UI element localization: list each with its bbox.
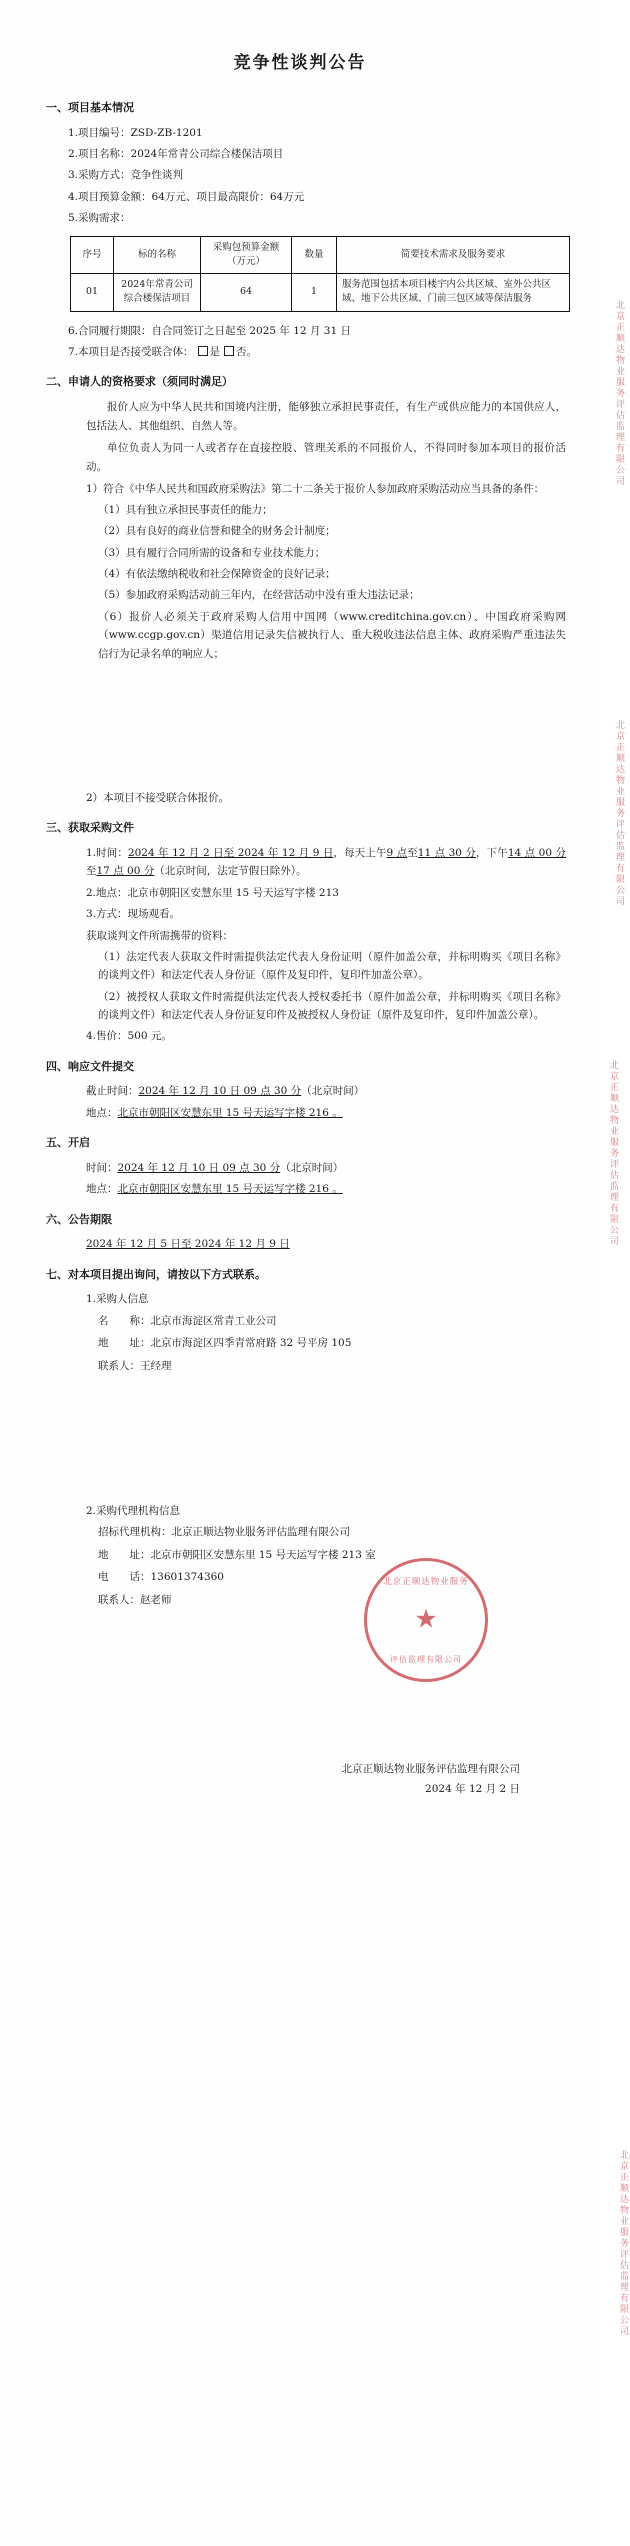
joint-bid-label: 7.本项目是否接受联合体：: [68, 345, 194, 358]
project-name: 2.项目名称：2024年常青公司综合楼保洁项目: [68, 148, 284, 161]
opening-time-label: 时间：: [86, 1161, 118, 1174]
doc-time-v5: 17 点 00 分: [96, 865, 155, 878]
qualification-sub-4: （4）有依法缴纳税收和社会保障资金的良好记录；: [98, 568, 336, 581]
cell-qty: 1: [292, 274, 337, 312]
opening-time-tail: （北京时间）: [280, 1161, 344, 1174]
deadline-label: 截止时间：: [86, 1085, 139, 1098]
cell-budget: 64: [201, 274, 292, 312]
project-code: 1.项目编号：ZSD-ZB-1201: [68, 126, 203, 139]
joint-no-label: 否: [236, 345, 247, 358]
qualification-sub-5: （5）参加政府采购活动前三年内，在经营活动中没有重大违法记录；: [98, 589, 420, 602]
cell-no: 01: [71, 274, 114, 312]
joint-yes-label: 是: [209, 345, 221, 358]
joint-bid-line: [68, 343, 566, 361]
submission-place-value: 北京市朝阳区安慧东里 15 号天运写字楼 216 。: [117, 1106, 343, 1119]
table-row: [71, 274, 570, 312]
doc-time-tail2: 至: [407, 847, 418, 859]
doc-time-value: 2024 年 12 月 2 日至 2024 年 12 月 9 日: [127, 847, 334, 859]
doc-material-1: （1）法定代表人获取文件时需提供法定代表人身份证明（原件加盖公章，并标明购买《项目名称》的谈判文件）和法定代表人身份证（原件及复印件，复印件加盖公章）。: [98, 950, 566, 982]
doc-time-tail5: （北京时间，法定节假日除外）。: [154, 865, 307, 878]
agent-phone: 电 话：13601374360: [98, 1571, 224, 1584]
deadline-value: 2024 年 12 月 10 日 09 点 30 分: [138, 1085, 302, 1098]
qualification-para-2: 单位负责人为同一人或者存在直接控股、管理关系的不同报价人，不得同时参加本项目的报价活动。: [86, 441, 566, 473]
opening-place-label: 地点：: [86, 1183, 118, 1196]
opening-time-value: 2024 年 12 月 10 日 09 点 30 分: [117, 1161, 281, 1174]
col-budget: 采购包预算金额（万元）: [201, 236, 292, 274]
seal-bottom-text: 评估监理有限公司: [390, 1654, 462, 1664]
deadline-tail: （北京时间）: [301, 1085, 365, 1098]
doc-acquire-method: 3.方式：现场观看。: [86, 908, 181, 921]
seal-star-icon: ★: [414, 1604, 438, 1635]
page-title: 竞争性谈判公告: [233, 53, 367, 73]
section-heading-1: 一、项目基本情况: [46, 101, 134, 114]
doc-time-v3: 11 点 30 分: [417, 847, 477, 859]
agent-info-title: 2.采购代理机构信息: [86, 1505, 181, 1518]
doc-time-v2: 9 点: [386, 847, 408, 859]
qualification-clause-1: 1）符合《中华人民共和国政府采购法》第二十二条关于报价人参加政府采购活动应当具备的条件：: [86, 482, 545, 495]
qualification-sub-6: （6）报价人必须关于政府采购人信用中国网（www.creditchina.gov.cn）、中国政府采购网（www.ccgp.gov.cn）渠道信用记录失信被执行人、重大税收违法信息主体、政府采购严重违法失信行为记录名单的响应人；: [98, 610, 566, 660]
qualification-sub-3: （3）具有履行合同所需的设备和专业技术能力；: [98, 546, 326, 559]
doc-time-tail4: 至: [86, 865, 97, 878]
edge-seal-text-3: 北京正顺达物业服务评估监理有限公司: [608, 1060, 618, 1247]
doc-time-v4: 14 点 00 分: [507, 847, 566, 859]
buyer-contact: 联系人：王经理: [98, 1359, 172, 1372]
edge-seal-text-1: 北京正顺达物业服务评估监理有限公司: [614, 300, 624, 487]
doc-time-label: 1.时间：: [86, 847, 128, 859]
cell-name: 2024年常青公司综合楼保洁项目: [114, 274, 201, 312]
opening-place-value: 北京市朝阳区安慧东里 15 号天运写字楼 216 。: [117, 1183, 343, 1196]
section-heading-5: 五、开启: [46, 1136, 90, 1150]
qualification-sub-1: （1）具有独立承担民事责任的能力；: [98, 503, 273, 516]
submission-deadline: [86, 1082, 566, 1100]
joint-tail: 。: [246, 345, 258, 358]
project-budget: 4.项目预算金额：64万元、项目最高限价：64万元: [68, 190, 305, 203]
col-name: 标的名称: [114, 236, 201, 274]
edge-seal-text-4: 北京正顺达物业服务评估监理有限公司: [618, 2150, 628, 2337]
qualification-clause-2: 2）本项目不接受联合体报价。: [86, 791, 230, 804]
signature-date: 2024 年 12 月 2 日: [425, 1783, 520, 1796]
joint-no-checkbox[interactable]: [224, 346, 234, 356]
procurement-method: 3.采购方式：竞争性谈判: [68, 169, 184, 182]
submission-place: [86, 1104, 566, 1122]
col-no: 序号: [71, 236, 114, 274]
doc-time-tail: ，每天上午: [333, 847, 387, 859]
agent-contact: 联系人：赵老师: [98, 1593, 172, 1606]
joint-yes-checkbox[interactable]: [198, 346, 208, 356]
agent-name: 招标代理机构：北京正顺达物业服务评估监理有限公司: [98, 1526, 350, 1539]
doc-material-2: （2）被授权人获取文件时需提供法定代表人授权委托书（原件加盖公章，并标明购买《项目名称》的谈判文件）和法定代表人身份证复印件及被授权人身份证（原件及复印件，复印件加盖公章）。: [98, 990, 566, 1021]
doc-price: 4.售价：500 元。: [86, 1030, 172, 1043]
cell-desc: 服务范围包括本项目楼宇内公共区域、室外公共区域、地下公共区域、门前三包区域等保洁服务: [337, 274, 570, 312]
qualification-para-1: 报价人应为中华人民共和国境内注册，能够独立承担民事责任，有生产或供应能力的本国供应人，包括法人、其他组织、自然人等。: [86, 401, 566, 432]
doc-required-materials-label: 获取谈判文件所需携带的资料：: [86, 929, 233, 942]
section-heading-6: 六、公告期限: [46, 1212, 112, 1226]
seal-top-text: 北京正顺达物业服务: [383, 1576, 469, 1587]
col-desc: 简要技术需求及服务要求: [337, 236, 570, 274]
agent-address: 地 址：北京市朝阳区安慧东里 15 号天运写字楼 213 室: [98, 1548, 376, 1561]
submission-place-label: 地点：: [86, 1106, 118, 1119]
doc-time-tail3: ，下午: [476, 847, 508, 859]
edge-seal-text-2: 北京正顺达物业服务评估监理有限公司: [614, 720, 624, 907]
doc-acquire-place: 2.地点：北京市朝阳区安慧东里 15 号天运写字楼 213: [86, 886, 339, 899]
section-heading-3: 三、获取采购文件: [46, 821, 134, 835]
qualification-sub-2: （2）具有良好的商业信誉和健全的财务会计制度；: [98, 525, 336, 538]
buyer-address: 地 址：北京市海淀区四季青常府路 32 号平房 105: [98, 1337, 352, 1350]
opening-place: [86, 1180, 566, 1198]
section-heading-2: 二、申请人的资格要求（须同时满足）: [46, 375, 233, 389]
signature-company: 北京正顺达物业服务评估监理有限公司: [341, 1763, 520, 1776]
section-heading-7: 七、对本项目提出询问，请按以下方式联系。: [46, 1267, 266, 1281]
table-header-row: [71, 236, 570, 274]
buyer-info-title: 1.采购人信息: [86, 1293, 149, 1306]
col-qty: 数量: [292, 236, 337, 274]
contract-period: 6.合同履行期限：自合同签订之日起至 2025 年 12 月 31 日: [68, 324, 351, 337]
procurement-demand-label: 5.采购需求：: [68, 212, 131, 225]
announcement-period: 2024 年 12 月 5 日至 2024 年 12 月 9 日: [86, 1238, 290, 1251]
doc-acquire-time: [86, 844, 566, 881]
section-heading-4: 四、响应文件提交: [46, 1059, 134, 1073]
requirements-table: [70, 236, 570, 312]
buyer-name: 名 称：北京市海淀区常青工业公司: [98, 1314, 277, 1327]
opening-time: [86, 1159, 566, 1177]
